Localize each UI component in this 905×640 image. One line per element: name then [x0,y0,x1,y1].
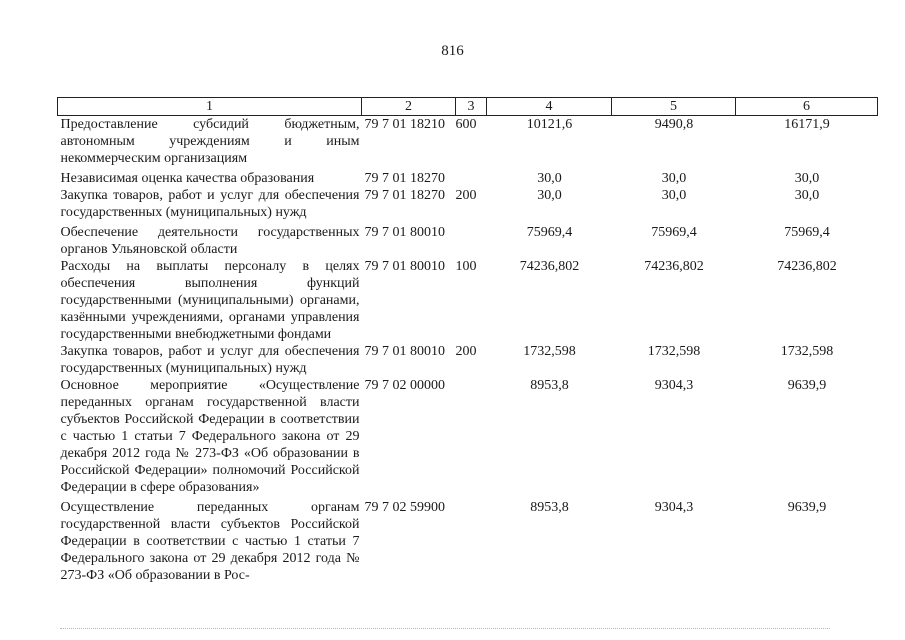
row-value-1: 8953,8 [530,378,569,393]
row-value-2: 30,0 [661,171,687,186]
row-name: Закупка товаров, работ и услуг для обеспечения государственных (муниципальных) нужд [60,344,360,376]
row-code: 79 7 01 80010 [364,225,445,240]
row-value-3: 30,0 [794,171,820,186]
table-row [58,343,878,377]
header-cell-code: 2 [362,98,456,116]
row-name: Основное мероприятие «Осуществление переданных органам государственной власти субъектов Российской Федерации в соответствии с частью 1 статьи 7 Федерального закона от 29 декабря 2012 года № 273-ФЗ «Об образовании в Российской Федерации» полномочий Российской Федерации в сфере образования» [60,378,360,495]
budget-table [57,97,878,584]
row-type [456,496,487,584]
row-name: Закупка товаров, работ и услуг для обеспечения государственных (муниципальных) нужд [60,188,360,220]
row-code: 79 7 01 80010 [364,259,445,274]
table-row [58,496,878,584]
header-cell-type: 3 [456,98,487,116]
header-cell-v2: 5 [612,98,736,116]
header-cell-v3: 6 [736,98,878,116]
row-value-1: 1732,598 [523,344,576,359]
row-value-3: 74236,802 [777,259,837,274]
page-number: 816 [441,43,464,59]
row-value-1: 75969,4 [526,225,573,240]
row-name: Обеспечение деятельности государственных органов Ульяновской области [60,225,360,257]
row-value-1: 8953,8 [530,500,569,515]
row-value-3: 9639,9 [787,378,827,393]
row-type: 600 [455,117,477,132]
table-row [58,167,878,187]
row-value-2: 9304,3 [654,500,694,515]
row-value-2: 9490,8 [654,117,694,132]
table-row [58,258,878,343]
row-code: 79 7 01 18270 [364,188,445,203]
row-value-2: 9304,3 [654,378,694,393]
row-value-3: 1732,598 [780,344,834,359]
table-row [58,377,878,496]
row-value-1: 10121,6 [526,117,573,132]
row-type [456,167,487,187]
row-type [456,377,487,496]
row-value-1: 30,0 [537,171,562,186]
row-value-2: 30,0 [661,188,687,203]
row-code: 79 7 01 80010 [364,344,445,359]
row-name: Независимая оценка качества образования [60,171,315,186]
row-code: 79 7 02 59900 [364,500,445,515]
table-row [58,187,878,221]
row-value-3: 9639,9 [787,500,827,515]
row-type: 100 [455,259,477,274]
header-row [58,98,878,116]
row-type: 200 [455,344,477,359]
header-cell-name: 1 [58,98,362,116]
row-value-3: 75969,4 [784,225,830,240]
row-value-2: 75969,4 [651,225,697,240]
header-cell-v1: 4 [487,98,612,116]
row-name: Расходы на выплаты персоналу в целях обеспечения выполнения функций государственными (муниципальными) органами, казёнными учреждениями, органами управления государственными внебюджетными фондами [60,259,360,342]
table-row [58,221,878,258]
row-value-3: 30,0 [794,188,820,203]
row-value-3: 16171,9 [784,117,830,132]
row-value-2: 74236,802 [644,259,704,274]
table-row [58,116,878,168]
row-type: 200 [455,188,477,203]
row-value-2: 1732,598 [647,344,701,359]
scan-bottom-edge [60,628,830,629]
row-code: 79 7 01 18270 [364,171,445,186]
row-code: 79 7 01 18210 [364,117,445,132]
row-name: Осуществление переданных органам государственной власти субъектов Российской Федерации в соответствии с частью 1 статьи 7 Федерального закона от 29 декабря 2012 года № 273-ФЗ «Об образовании в Рос- [60,500,360,583]
row-value-1: 30,0 [537,188,562,203]
row-code: 79 7 02 00000 [364,378,445,393]
row-value-1: 74236,802 [519,259,580,274]
row-name: Предоставление субсидий бюджетным, автономным учреждениям и иным некоммерческим организациям [60,117,360,166]
row-type [456,221,487,258]
